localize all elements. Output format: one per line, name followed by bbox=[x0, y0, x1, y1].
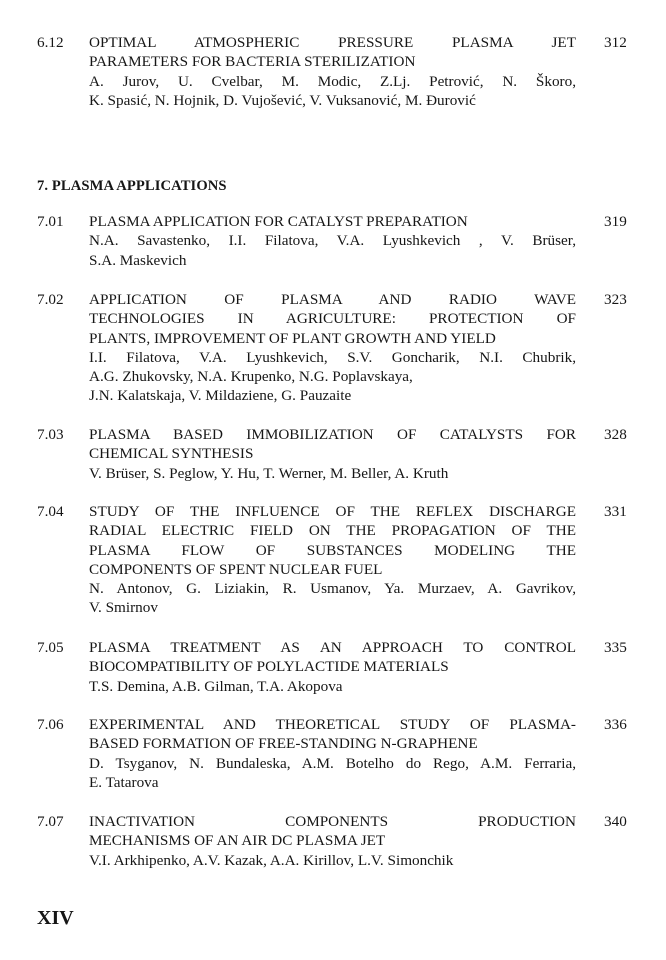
entry-authors-line: J.N. Kalatskaja, V. Mildaziene, G. Pauzaite bbox=[89, 387, 352, 405]
entry-body bbox=[89, 502, 576, 618]
entry-title-line: TECHNOLOGIES IN AGRICULTURE: PROTECTION OF bbox=[89, 310, 576, 328]
entry-authors-line: N. Antonov, G. Liziakin, R. Usmanov, Ya. Murzaev, A. Gavrikov, bbox=[89, 580, 576, 598]
entry-title-line: PLASMA TREATMENT AS AN APPROACH TO CONTROL bbox=[89, 639, 576, 656]
entry-title-line: INACTIVATION COMPONENTS PRODUCTION bbox=[89, 813, 576, 830]
entry-authors-line: A. Jurov, U. Cvelbar, M. Modic, Z.Lj. Petrović, N. Škoro, bbox=[89, 72, 576, 90]
entry-number: 7.07 bbox=[37, 813, 64, 830]
entry-body bbox=[89, 290, 576, 406]
entry-authors-line: A.G. Zhukovsky, N.A. Krupenko, N.G. Poplavskaya, bbox=[89, 368, 413, 386]
entry-authors-line: V. Brüser, S. Peglow, Y. Hu, T. Werner, M. Beller, A. Kruth bbox=[89, 464, 449, 482]
entry-authors-line: K. Spasić, N. Hojnik, D. Vujošević, V. Vuksanović, M. Đurović bbox=[89, 91, 476, 109]
entry-authors-line: S.A. Maskevich bbox=[89, 251, 187, 269]
entry-authors-line: T.S. Demina, A.B. Gilman, T.A. Akopova bbox=[89, 677, 343, 695]
entry-title-line: BIOCOMPATIBILITY OF POLYLACTIDE MATERIALS bbox=[89, 658, 449, 676]
entry-title-line: PARAMETERS FOR BACTERIA STERILIZATION bbox=[89, 53, 416, 71]
entry-title-line: PLASMA FLOW OF SUBSTANCES MODELING THE bbox=[89, 541, 576, 559]
entry-page: 335 bbox=[604, 639, 627, 656]
entry-body bbox=[89, 425, 576, 483]
entry-body bbox=[89, 812, 576, 870]
entry-title-line: APPLICATION OF PLASMA AND RADIO WAVE bbox=[89, 291, 576, 308]
entry-title-line: PLASMA APPLICATION FOR CATALYST PREPARATION bbox=[89, 213, 468, 230]
entry-number: 7.02 bbox=[37, 291, 64, 308]
entry-number: 7.05 bbox=[37, 639, 64, 656]
entry-number: 7.06 bbox=[37, 716, 64, 733]
entry-body bbox=[89, 33, 576, 110]
entry-title-line: RADIAL ELECTRIC FIELD ON THE PROPAGATION OF THE bbox=[89, 522, 576, 540]
section-heading: 7. PLASMA APPLICATIONS bbox=[37, 178, 227, 194]
entry-authors-line: V.I. Arkhipenko, A.V. Kazak, A.A. Kirillov, L.V. Simonchik bbox=[89, 851, 454, 869]
entry-page: 340 bbox=[604, 813, 627, 830]
entry-authors-line: V. Smirnov bbox=[89, 599, 158, 617]
entry-title-line: OPTIMAL ATMOSPHERIC PRESSURE PLASMA JET bbox=[89, 34, 576, 51]
entry-number: 6.12 bbox=[37, 34, 64, 51]
entry-page: 312 bbox=[604, 34, 627, 51]
entry-title-line: CHEMICAL SYNTHESIS bbox=[89, 445, 254, 463]
page-number: XIV bbox=[37, 907, 74, 929]
entry-title-line: COMPONENTS OF SPENT NUCLEAR FUEL bbox=[89, 560, 383, 578]
entry-title-line: PLANTS, IMPROVEMENT OF PLANT GROWTH AND YIELD bbox=[89, 329, 496, 347]
entry-title-line: STUDY OF THE INFLUENCE OF THE REFLEX DISCHARGE bbox=[89, 503, 576, 520]
entry-page: 328 bbox=[604, 426, 627, 443]
entry-authors-line: N.A. Savastenko, I.I. Filatova, V.A. Lyushkevich , V. Brüser, bbox=[89, 232, 576, 250]
entry-title-line: PLASMA BASED IMMOBILIZATION OF CATALYSTS FOR bbox=[89, 426, 576, 443]
entry-title-line: EXPERIMENTAL AND THEORETICAL STUDY OF PLASMA- bbox=[89, 716, 576, 733]
entry-body bbox=[89, 212, 576, 270]
entry-title-line: MECHANISMS OF AN AIR DC PLASMA JET bbox=[89, 832, 386, 850]
entry-number: 7.01 bbox=[37, 213, 64, 230]
entry-number: 7.03 bbox=[37, 426, 64, 443]
entry-page: 336 bbox=[604, 716, 627, 733]
entry-title-line: BASED FORMATION OF FREE-STANDING N-GRAPHENE bbox=[89, 735, 478, 753]
entry-page: 331 bbox=[604, 503, 627, 520]
entry-authors-line: I.I. Filatova, V.A. Lyushkevich, S.V. Goncharik, N.I. Chubrik, bbox=[89, 348, 576, 366]
entry-body bbox=[89, 715, 576, 792]
entry-number: 7.04 bbox=[37, 503, 64, 520]
entry-page: 319 bbox=[604, 213, 627, 230]
entry-page: 323 bbox=[604, 291, 627, 308]
entry-authors-line: E. Tatarova bbox=[89, 773, 159, 791]
entry-authors-line: D. Tsyganov, N. Bundaleska, A.M. Botelho do Rego, A.M. Ferraria, bbox=[89, 754, 576, 772]
entry-body bbox=[89, 638, 576, 696]
